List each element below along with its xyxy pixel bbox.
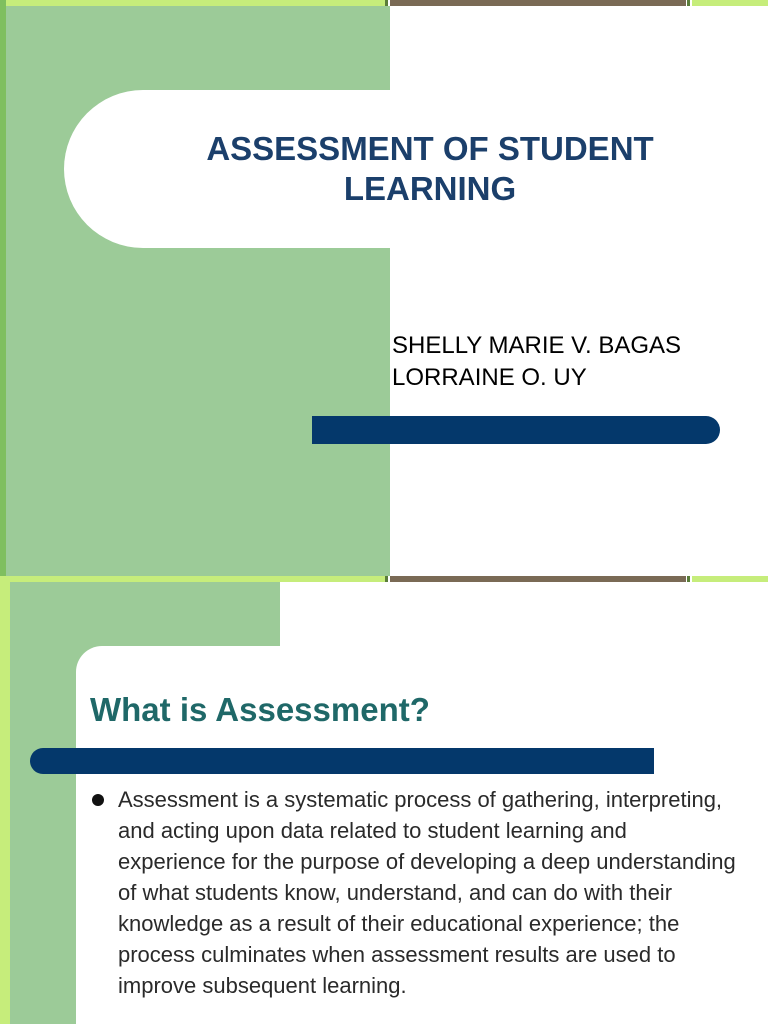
top-accent-divider [385, 0, 388, 6]
left-accent-bar [0, 576, 10, 1024]
top-accent-divider [687, 0, 690, 6]
navy-accent-bar [312, 416, 720, 444]
top-brown-bar [390, 0, 686, 6]
bullet-text: Assessment is a systematic process of gathering, interpreting, and acting upon data related to student learning and experience for the purpose of developing a deep understanding of what students know, understand, and can do with their knowledge as a result of their educational experience; the process culminates when assessment results are used to improve subsequent learning. [118, 787, 736, 998]
slide-2 [0, 576, 768, 1024]
top-accent-divider [687, 576, 690, 582]
top-accent-bar [6, 0, 386, 6]
top-accent-bar [692, 0, 768, 6]
slide-title: ASSESSMENT OF STUDENT LEARNING [206, 130, 654, 207]
navy-accent-bar [30, 748, 654, 774]
top-brown-bar [390, 576, 686, 582]
author-names: SHELLY MARIE V. BAGAS LORRAINE O. UY [392, 332, 682, 391]
top-accent-bar [692, 576, 768, 582]
top-accent-divider [385, 576, 388, 582]
title-banner [64, 90, 768, 248]
bullet-icon [92, 794, 104, 806]
slide-heading: What is Assessment? [90, 691, 430, 728]
